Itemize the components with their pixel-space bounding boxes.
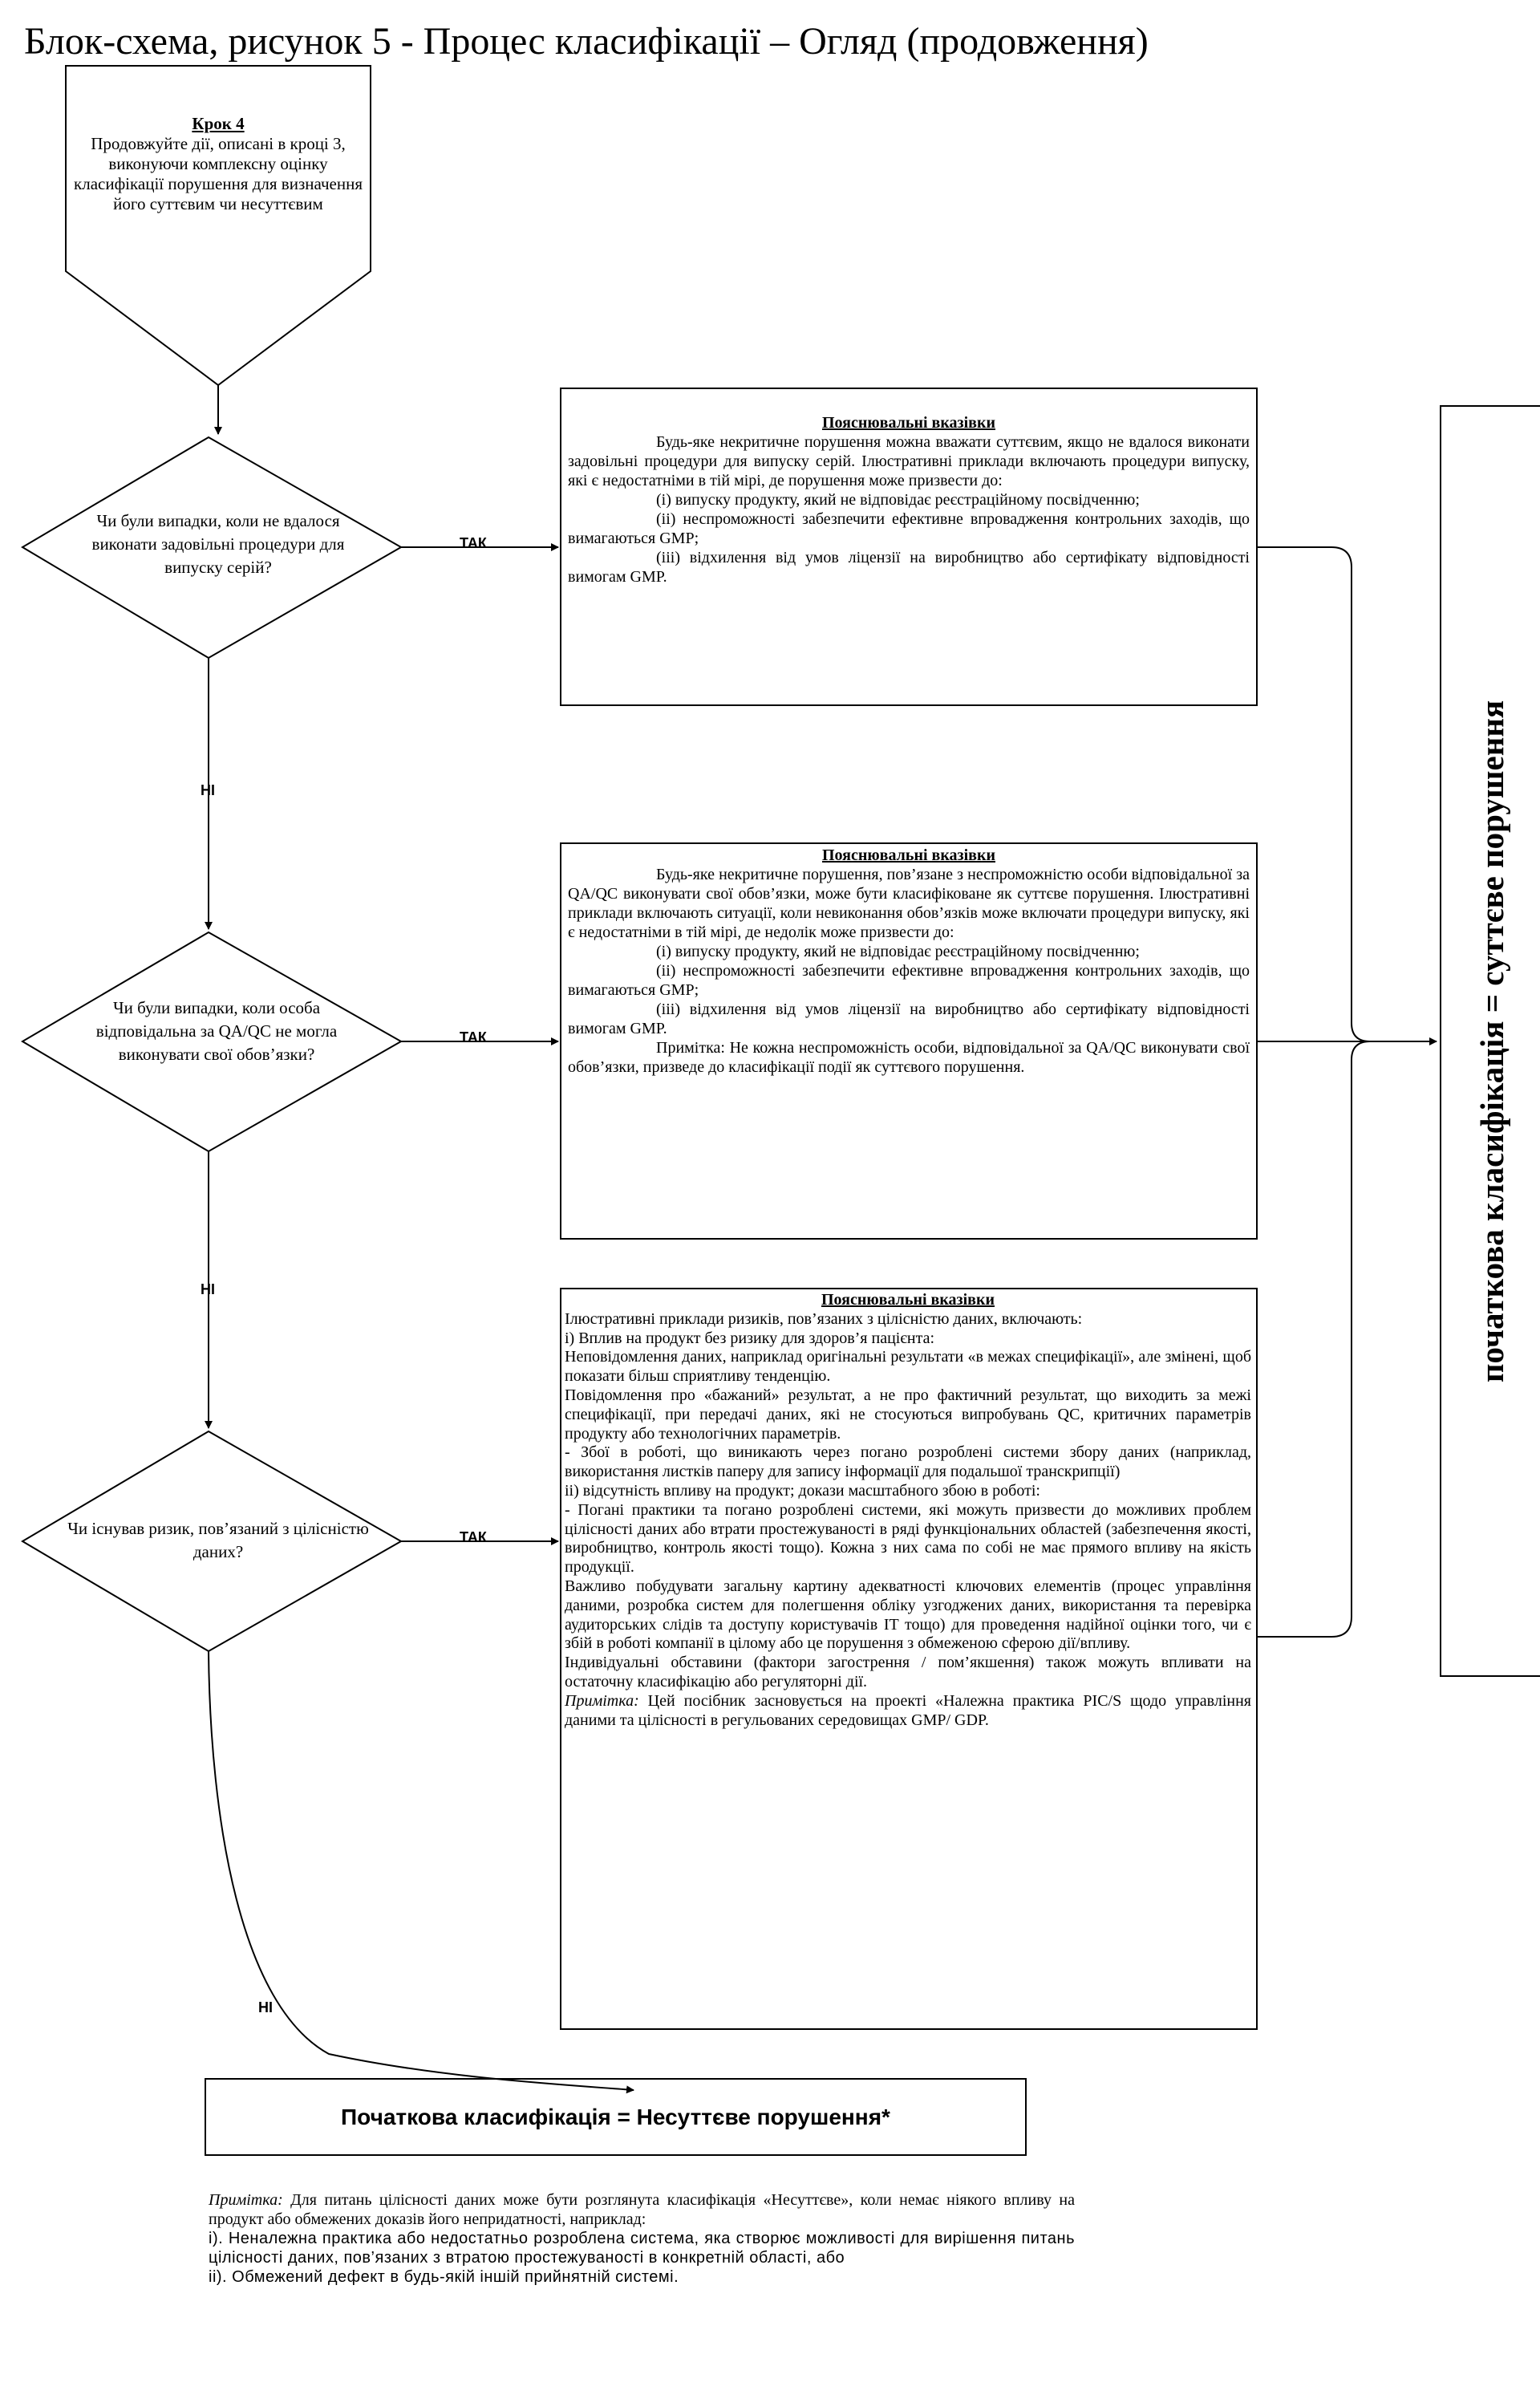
footnote-item-2: іі). Обмежений дефект в будь-якій іншій прийнятній системі. bbox=[209, 2268, 679, 2286]
non-significant-outcome-label: Початкова класифікація = Несуттєве порушення* bbox=[341, 2104, 890, 2129]
non-significant-outcome-box bbox=[205, 2078, 1027, 2156]
no-label-3: НІ bbox=[258, 1999, 273, 2015]
box1-item-iii: (iii) відхилення від умов ліцензії на виробництво або сертифікату відповідності вимогам GMP. bbox=[568, 549, 1250, 586]
box2-item-iii: (iii) відхилення від умов ліцензії на виробництво або сертифікату відповідності вимогам GMP. bbox=[568, 1001, 1250, 1037]
explanation-box-3 bbox=[560, 1288, 1258, 2030]
footnote-intro bbox=[209, 2190, 1075, 2229]
step4-text bbox=[74, 114, 363, 214]
box2-item-ii: (ii) неспроможності забезпечити ефективне впровадження контрольних заходів, що вимагаються GMP; bbox=[568, 962, 1250, 999]
box3-important: Важливо побудувати загальну картину адекватності ключових елементів (процес управління даними, розробка систем для полегшення обліку узгоджених даних, використання та перевірка аудиторських слідів та доступу користувачів IT тощо) для проведення надійної оцінки того, чи є збій в роботі компанії в цілому або це порушення з обмеженою сферою дії/впливу. bbox=[565, 1577, 1251, 1653]
explanation-box-2 bbox=[560, 842, 1258, 1240]
footnote-item-1: і). Неналежна практика або недостатньо розроблена система, яка створює можливості для вирішення питань цілісності даних, пов’язаних з втратою простежуваності в конкретній області, або bbox=[209, 2230, 1075, 2267]
box1-item-ii: (ii) неспроможності забезпечити ефективне впровадження контрольних заходів, що вимагаються GMP; bbox=[568, 510, 1250, 547]
question-3: Чи існував ризик, пов’язаний з цілісністю даних? bbox=[67, 1519, 369, 1561]
box2-note: Примітка: Не кожна неспроможність особи, відповідальної за QA/QC виконувати свої обов’язки, призведе до класифікації події як суттєвого порушення. bbox=[568, 1039, 1250, 1076]
box2-item-i: (i) випуску продукту, який не відповідає реєстраційному посвідченню; bbox=[656, 943, 1140, 960]
merge-from-box1 bbox=[1258, 547, 1370, 1041]
box3-circumstances: Індивідуальні обставини (фактори загострення / пом’якшення) також можуть впливати на остаточну класифікацію або регуляторні дії. bbox=[565, 1654, 1251, 1691]
footnote bbox=[209, 2190, 1075, 2287]
step4-description: Продовжуйте дії, описані в кроці 3, виконуючи комплексну оцінку класифікації порушення для визначення його суттєвим чи несуттєвим bbox=[74, 134, 363, 213]
box3-note-label: Примітка: bbox=[565, 1691, 639, 1710]
box2-paragraph: Будь-яке некритичне порушення, пов’язане з неспроможністю особи відповідальної за QA/QC виконувати свої обов’язки, може бути класифіковане як суттєве порушення. Ілюстративні приклади включають ситуації, коли невиконання обов’язків може включати процедури випуску, які є недостатніми в тій мірі, де недолік може призвести до: bbox=[568, 866, 1250, 941]
yes-label-3: ТАК bbox=[460, 1529, 487, 1545]
yes-label-2: ТАК bbox=[460, 1029, 487, 1045]
page-title: Блок-схема, рисунок 5 - Процес класифікації – Огляд (продовження) bbox=[24, 20, 1149, 63]
box3-case-ii: іі) відсутність впливу на продукт; докази масштабного збою в роботі: bbox=[565, 1481, 1040, 1500]
no-label-2: НІ bbox=[201, 1281, 215, 1297]
box3-note bbox=[565, 1692, 1251, 1731]
explanation-box-1 bbox=[560, 388, 1258, 706]
significant-outcome-box bbox=[1440, 405, 1540, 1677]
footnote-label: Примітка: bbox=[209, 2191, 283, 2209]
box3-case-i: і) Вплив на продукт без ризику для здоров’я пацієнта: bbox=[565, 1329, 935, 1347]
box1-item-i: (i) випуску продукту, який не відповідає реєстраційному посвідченню; bbox=[656, 491, 1140, 509]
box3-example-2: Повідомлення про «бажаний» результат, а не про фактичний результат, що виходить за межі специфікації, при передачі даних, які не стосуються випробувань QC, критичних параметрів продукту або технологічних параметрів. bbox=[565, 1386, 1251, 1443]
no-label-1: НІ bbox=[201, 782, 215, 798]
box3-intro: Ілюстративні приклади ризиків, пов’язаних з цілісністю даних, включають: bbox=[565, 1309, 1083, 1328]
question-2: Чи були випадки, коли особа відповідальна за QA/QC не могла виконувати свої обов’язки? bbox=[95, 998, 338, 1064]
explanation-box-2-heading: Пояснювальні вказівки bbox=[822, 846, 995, 864]
box3-example-3: - Збої в роботі, що виникають через погано розроблені системи збору даних (наприклад, використання листків паперу для запису інформації для подальшої транскрипції) bbox=[565, 1443, 1251, 1481]
explanation-box-1-heading: Пояснювальні вказівки bbox=[822, 414, 995, 432]
footnote-text: Для питань цілісності даних може бути розглянута класифікація «Несуттєве», коли немає ніякого впливу на продукт або обмежених доказів його непридатності, наприклад: bbox=[209, 2191, 1075, 2228]
step4-title: Крок 4 bbox=[192, 114, 245, 133]
merge-from-box3 bbox=[1258, 1041, 1370, 1637]
question-1: Чи були випадки, коли не вдалося виконати задовільні процедури для випуску серій? bbox=[91, 511, 345, 577]
box3-example-4: - Погані практики та погано розроблені системи, які можуть призвести до можливих проблем цілісності даних або втрати простежуваності в ряді функціональних областей (забезпечення якості, виробництво, контроль якості тощо). Кожна з них сама по собі не має прямого впливу на якість продукції. bbox=[565, 1500, 1251, 1577]
box1-paragraph: Будь-яке некритичне порушення можна вважати суттєвим, якщо не вдалося виконати задовільні процедури для випуску серій. Ілюстративні приклади включають процедури випуску, які є недостатніми в тій мірі, де порушення може призвести до: bbox=[568, 433, 1250, 489]
yes-label-1: ТАК bbox=[460, 535, 487, 551]
explanation-box-3-heading: Пояснювальні вказівки bbox=[821, 1291, 995, 1309]
significant-outcome-label: початкова класифікація = суттєве порушення bbox=[1473, 700, 1510, 1382]
box3-note-text: Цей посібник засновується на проекті «Належна практика PIC/S щодо управління даними та цілісності в регульованих середовищах GMP/ GDP. bbox=[565, 1691, 1251, 1729]
box3-example-1: Неповідомлення даних, наприклад оригінальні результати «в межах специфікації», але змінені, щоб показати більш сприятливу тенденцію. bbox=[565, 1348, 1251, 1386]
